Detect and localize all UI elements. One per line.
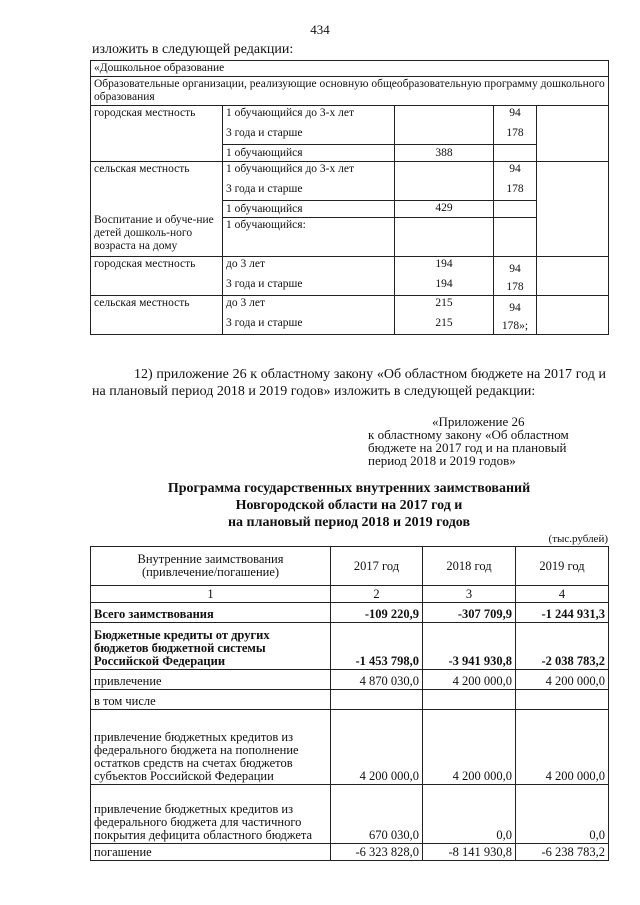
intro-text: изложить в следующей редакции: xyxy=(92,42,294,57)
empty-cell xyxy=(537,257,609,296)
value-2018: 0,0 xyxy=(423,785,516,844)
row-label xyxy=(91,162,223,257)
row-age: 3 года и старше xyxy=(223,316,395,335)
row-value: 194 xyxy=(395,277,494,296)
value-2019: -6 238 783,2 xyxy=(516,844,609,861)
preschool-subtitle: Образовательные организации, реализующие основную общеобразовательную программу дошкольного образования xyxy=(91,77,609,106)
row-age: до 3 лет xyxy=(223,296,395,317)
row-age: 3 года и старше xyxy=(223,182,395,201)
row-value xyxy=(395,218,494,257)
preschool-title: «Дошкольное образование xyxy=(91,61,609,77)
paragraph-text: 12) приложение 26 к областному закону «Об областном бюджете на 2017 год и на плановый период 2018 и 2019 годов» изложить в следующей редакции: xyxy=(92,367,606,399)
row-label: городская местность xyxy=(91,257,223,296)
row-value xyxy=(395,162,494,201)
appendix-line: «Приложение 26 xyxy=(432,414,525,429)
value-2019: 4 200 000,0 xyxy=(516,670,609,690)
table-row xyxy=(91,61,609,77)
row-age: 1 обучающийся до 3-х лет xyxy=(223,106,395,127)
value-2019: 4 200 000,0 xyxy=(516,710,609,785)
column-number: 4 xyxy=(516,586,609,603)
row-value xyxy=(494,145,537,162)
row-value: 178 xyxy=(494,277,537,296)
row-value: 178»; xyxy=(494,316,537,335)
table-row xyxy=(91,690,609,710)
value-2017 xyxy=(331,690,423,710)
row-label: Всего заимствования xyxy=(91,603,331,623)
value-2017: 670 030,0 xyxy=(331,785,423,844)
header-cell: 2017 год xyxy=(331,547,423,586)
empty-cell xyxy=(537,106,609,162)
appendix-line: к областному закону «Об областном xyxy=(368,427,569,442)
empty-cell xyxy=(537,296,609,335)
value-2018: -307 709,9 xyxy=(423,603,516,623)
header-row xyxy=(91,547,609,586)
row-value: 388 xyxy=(395,145,494,162)
program-title-line: Программа государственных внутренних заимствований xyxy=(167,481,531,496)
header-cell: 2018 год xyxy=(423,547,516,586)
row-value: 215 xyxy=(395,316,494,335)
value-2018: -8 141 930,8 xyxy=(423,844,516,861)
table-row xyxy=(91,603,609,623)
row-label: привлечение xyxy=(91,670,331,690)
value-2017: -1 453 798,0 xyxy=(331,623,423,670)
value-2018: 4 200 000,0 xyxy=(423,710,516,785)
row-value: 178 xyxy=(494,126,537,145)
table-row xyxy=(91,257,609,278)
row-label: сельская местность xyxy=(91,296,223,335)
table-row xyxy=(91,844,609,861)
row-label: привлечение бюджетных кредитов из федерального бюджета для частичного покрытия дефицита областного бюджета xyxy=(91,785,331,844)
row-age: до 3 лет xyxy=(223,257,395,278)
unit-label: (тыс.рублей) xyxy=(548,533,608,545)
table-row xyxy=(91,77,609,106)
header-cell: Внутренние заимствования (привлечение/погашение) xyxy=(91,547,331,586)
row-value xyxy=(395,106,494,145)
appendix-header xyxy=(368,415,608,467)
row-label-home: Воспитание и обуче-ние детей дошколь-ного возраста на дому xyxy=(94,214,214,252)
row-label-rural: сельская местность xyxy=(94,163,190,175)
value-2017: 4 200 000,0 xyxy=(331,710,423,785)
program-title xyxy=(90,480,608,531)
row-age: 1 обучающийся: xyxy=(223,218,395,257)
value-2019: 0,0 xyxy=(516,785,609,844)
row-age: 3 года и старше xyxy=(223,126,395,145)
column-number: 3 xyxy=(423,586,516,603)
row-value: 429 xyxy=(395,201,494,218)
paragraph-12 xyxy=(92,366,606,400)
appendix-line: бюджете на 2017 год и на плановый xyxy=(368,440,567,455)
empty-cell xyxy=(537,162,609,257)
row-label: Бюджетные кредиты от других бюджетов бюджетной системы Российской Федерации xyxy=(91,623,331,670)
column-number: 1 xyxy=(91,586,331,603)
row-label: в том числе xyxy=(91,690,331,710)
row-label: городская местность xyxy=(91,106,223,162)
header-cell: 2019 год xyxy=(516,547,609,586)
row-value: 94 xyxy=(494,106,537,127)
row-age: 1 обучающийся xyxy=(223,201,395,218)
table-row xyxy=(91,670,609,690)
row-value: 178 xyxy=(494,182,537,201)
table-row xyxy=(91,296,609,317)
value-2018: 4 200 000,0 xyxy=(423,670,516,690)
page-number: 434 xyxy=(310,22,330,37)
table-row xyxy=(91,710,609,785)
value-2019: -2 038 783,2 xyxy=(516,623,609,670)
borrowing-table xyxy=(90,546,609,861)
row-age: 1 обучающийся до 3-х лет xyxy=(223,162,395,183)
row-value: 194 xyxy=(395,257,494,278)
value-2018: -3 941 930,8 xyxy=(423,623,516,670)
preschool-table xyxy=(90,60,609,335)
value-2017: -109 220,9 xyxy=(331,603,423,623)
row-label: привлечение бюджетных кредитов из федерального бюджета на пополнение остатков средств на счетах бюджетов субъектов Российской Федерации xyxy=(91,710,331,785)
row-label: погашение xyxy=(91,844,331,861)
value-2019 xyxy=(516,690,609,710)
table-row xyxy=(91,106,609,127)
value-2019: -1 244 931,3 xyxy=(516,603,609,623)
row-value: 94 xyxy=(494,257,537,278)
row-value xyxy=(494,218,537,257)
table-row xyxy=(91,623,609,670)
value-2017: -6 323 828,0 xyxy=(331,844,423,861)
value-2017: 4 870 030,0 xyxy=(331,670,423,690)
table-row xyxy=(91,785,609,844)
row-age: 3 года и старше xyxy=(223,277,395,296)
column-number: 2 xyxy=(331,586,423,603)
row-value: 94 xyxy=(494,162,537,183)
appendix-line: период 2018 и 2019 годов» xyxy=(368,453,516,468)
row-value: 94 xyxy=(494,296,537,317)
program-title-line: на плановый период 2018 и 2019 годов xyxy=(227,515,471,530)
table-row xyxy=(91,162,609,183)
row-age: 1 обучающийся xyxy=(223,145,395,162)
column-number-row xyxy=(91,586,609,603)
row-value: 215 xyxy=(395,296,494,317)
program-title-line: Новгородской области на 2017 год и xyxy=(235,498,463,513)
value-2018 xyxy=(423,690,516,710)
row-value xyxy=(494,201,537,218)
